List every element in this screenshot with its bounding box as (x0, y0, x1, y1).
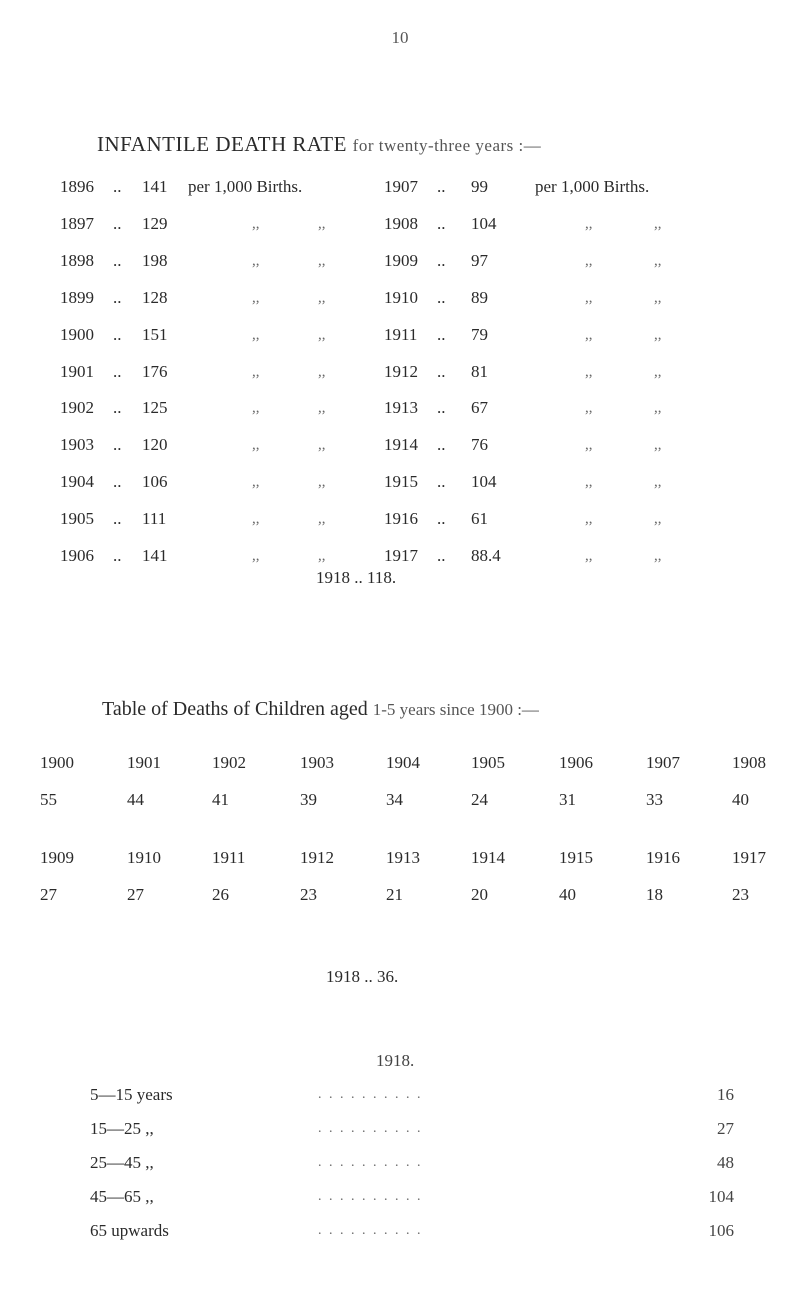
infant-year-left: 1904 (60, 472, 94, 491)
infant-rate-left: 129 (142, 214, 168, 233)
ditto-mark: ,, (585, 364, 593, 380)
children-deaths-cell: 26 (212, 885, 229, 904)
children-year-cell: 1900 (40, 753, 74, 772)
children-deaths-cell: 44 (127, 790, 144, 809)
leader-dots: .. (113, 546, 122, 565)
ditto-mark: ,, (252, 364, 260, 380)
leader-dots: .. (437, 325, 446, 344)
infant-rate-left: 151 (142, 325, 168, 344)
ditto-mark: ,, (585, 437, 593, 453)
ditto-mark: ,, (318, 216, 326, 232)
age-group-label: 15—25 ,, (90, 1119, 154, 1138)
ditto-mark: ,, (318, 400, 326, 416)
infant-year-left: 1897 (60, 214, 94, 233)
ditto-mark: ,, (585, 327, 593, 343)
children-deaths-cell: 23 (732, 885, 749, 904)
children-deaths-1918: 1918 .. 36. (326, 967, 399, 986)
age-group-label: 45—65 ,, (90, 1187, 154, 1206)
age-group-label: 5—15 years (90, 1085, 173, 1104)
children-deaths-cell: 31 (559, 790, 576, 809)
ditto-mark: ,, (252, 216, 260, 232)
infant-rate-right: 81 (471, 362, 488, 381)
infant-rate-left: 128 (142, 288, 168, 307)
infant-year-left: 1905 (60, 509, 94, 528)
leader-dots: .. (437, 251, 446, 270)
ditto-mark: ,, (318, 511, 326, 527)
ditto-mark: ,, (252, 511, 260, 527)
infant-rate-left: 111 (142, 509, 167, 528)
infant-rate-left: 141 (142, 546, 168, 565)
children-year-cell: 1905 (471, 753, 505, 772)
children-deaths-cell: 20 (471, 885, 488, 904)
leader-dots: .. (113, 177, 122, 196)
leader-dots: . . . . . . . . . . (318, 1189, 423, 1204)
children-deaths-cell: 40 (732, 790, 749, 809)
children-deaths-cell: 41 (212, 790, 229, 809)
ditto-mark: ,, (318, 548, 326, 564)
ditto-mark: ,, (654, 548, 662, 564)
infant-rate-right: 104 (471, 472, 497, 491)
infant-year-left: 1900 (60, 325, 94, 344)
infant-rate-right: 61 (471, 509, 488, 528)
leader-dots: .. (437, 472, 446, 491)
per-births-label-left: per 1,000 Births. (188, 177, 303, 196)
ditto-mark: ,, (585, 216, 593, 232)
ditto-mark: ,, (252, 290, 260, 306)
infant-rate-left: 141 (142, 177, 168, 196)
children-deaths-cell: 27 (127, 885, 144, 904)
children-deaths-cell: 23 (300, 885, 317, 904)
children-deaths-cell: 39 (300, 790, 317, 809)
infant-rate-1918: 1918 .. 118. (316, 568, 397, 587)
ditto-mark: ,, (318, 327, 326, 343)
ditto-mark: ,, (654, 437, 662, 453)
ditto-mark: ,, (654, 290, 662, 306)
infant-year-left: 1901 (60, 362, 94, 381)
children-year-cell: 1904 (386, 753, 420, 772)
ditto-mark: ,, (585, 400, 593, 416)
leader-dots: . . . . . . . . . . (318, 1121, 423, 1136)
infant-year-right: 1909 (384, 251, 418, 270)
infant-year-right: 1913 (384, 398, 418, 417)
children-deaths-cell: 27 (40, 885, 57, 904)
infant-year-right: 1907 (384, 177, 418, 196)
ditto-mark: ,, (654, 216, 662, 232)
infant-year-left: 1906 (60, 546, 94, 565)
children-year-cell: 1907 (646, 753, 680, 772)
age-group-label: 25—45 ,, (90, 1153, 154, 1172)
leader-dots: .. (113, 251, 122, 270)
infant-title-tail: for twenty-three years :— (352, 136, 542, 155)
children-year-cell: 1914 (471, 848, 505, 867)
children-year-cell: 1915 (559, 848, 593, 867)
ditto-mark: ,, (318, 290, 326, 306)
infant-rate-right: 79 (471, 325, 488, 344)
leader-dots: .. (113, 288, 122, 307)
infant-year-right: 1914 (384, 435, 418, 454)
ditto-mark: ,, (252, 548, 260, 564)
children-year-cell: 1917 (732, 848, 766, 867)
leader-dots: .. (113, 362, 122, 381)
age-group-label: 65 upwards (90, 1221, 169, 1240)
children-year-cell: 1910 (127, 848, 161, 867)
infant-year-right: 1917 (384, 546, 418, 565)
age-group-deaths: 48 (717, 1153, 734, 1172)
infant-rate-right: 104 (471, 214, 497, 233)
children-deaths-cell: 24 (471, 790, 488, 809)
leader-dots: .. (437, 177, 446, 196)
infant-year-right: 1910 (384, 288, 418, 307)
children-year-cell: 1908 (732, 753, 766, 772)
ditto-mark: ,, (252, 327, 260, 343)
ditto-mark: ,, (585, 548, 593, 564)
infant-year-left: 1898 (60, 251, 94, 270)
ditto-mark: ,, (252, 437, 260, 453)
infant-year-right: 1911 (384, 325, 418, 344)
age-table-heading: 1918. (376, 1051, 415, 1070)
ditto-mark: ,, (654, 253, 662, 269)
children-year-cell: 1906 (559, 753, 593, 772)
leader-dots: .. (437, 214, 446, 233)
per-births-label-right: per 1,000 Births. (535, 177, 650, 196)
age-group-deaths: 27 (717, 1119, 734, 1138)
ditto-mark: ,, (318, 253, 326, 269)
infant-year-right: 1908 (384, 214, 418, 233)
children-title-tail: 1-5 years since 1900 :— (372, 700, 539, 719)
ditto-mark: ,, (252, 400, 260, 416)
leader-dots: .. (437, 509, 446, 528)
children-year-cell: 1902 (212, 753, 246, 772)
ditto-mark: ,, (252, 253, 260, 269)
children-year-cell: 1916 (646, 848, 680, 867)
children-year-cell: 1903 (300, 753, 334, 772)
ditto-mark: ,, (252, 474, 260, 490)
infant-year-left: 1896 (60, 177, 94, 196)
page-number: 10 (391, 28, 409, 47)
infant-rate-left: 176 (142, 362, 168, 381)
leader-dots: . . . . . . . . . . (318, 1223, 423, 1238)
ditto-mark: ,, (585, 511, 593, 527)
age-group-deaths: 16 (717, 1085, 734, 1104)
leader-dots: .. (113, 472, 122, 491)
ditto-mark: ,, (318, 364, 326, 380)
infant-year-left: 1902 (60, 398, 94, 417)
ditto-mark: ,, (654, 327, 662, 343)
leader-dots: .. (437, 362, 446, 381)
children-title-main: Table of Deaths of Children aged (102, 698, 368, 720)
children-deaths-title (102, 698, 539, 721)
ditto-mark: ,, (585, 253, 593, 269)
infant-title-main: INFANTILE DEATH RATE (97, 132, 347, 156)
children-deaths-cell: 34 (386, 790, 403, 809)
children-deaths-cell: 55 (40, 790, 57, 809)
children-deaths-cell: 18 (646, 885, 663, 904)
infant-rate-right: 88.4 (471, 546, 501, 565)
infant-rate-right: 76 (471, 435, 488, 454)
children-year-cell: 1911 (212, 848, 246, 867)
infant-rate-left: 125 (142, 398, 168, 417)
infant-year-right: 1912 (384, 362, 418, 381)
leader-dots: . . . . . . . . . . (318, 1087, 423, 1102)
infant-rate-right: 97 (471, 251, 488, 270)
infant-rate-left: 198 (142, 251, 168, 270)
children-year-cell: 1913 (386, 848, 420, 867)
ditto-mark: ,, (585, 474, 593, 490)
infant-rate-right: 67 (471, 398, 488, 417)
ditto-mark: ,, (318, 437, 326, 453)
infant-rate-left: 120 (142, 435, 168, 454)
infant-year-right: 1916 (384, 509, 418, 528)
infant-rate-right: 89 (471, 288, 488, 307)
infant-year-left: 1903 (60, 435, 94, 454)
ditto-mark: ,, (654, 400, 662, 416)
ditto-mark: ,, (654, 511, 662, 527)
children-year-cell: 1912 (300, 848, 334, 867)
ditto-mark: ,, (318, 474, 326, 490)
ditto-mark: ,, (654, 474, 662, 490)
leader-dots: .. (113, 398, 122, 417)
ditto-mark: ,, (654, 364, 662, 380)
leader-dots: .. (113, 509, 122, 528)
children-deaths-cell: 33 (646, 790, 663, 809)
age-group-deaths: 106 (708, 1221, 734, 1240)
leader-dots: . . . . . . . . . . (318, 1155, 423, 1170)
leader-dots: .. (437, 546, 446, 565)
leader-dots: .. (113, 435, 122, 454)
leader-dots: .. (437, 288, 446, 307)
infant-year-right: 1915 (384, 472, 418, 491)
children-deaths-cell: 40 (559, 885, 576, 904)
age-group-deaths: 104 (708, 1187, 734, 1206)
leader-dots: .. (113, 325, 122, 344)
infant-rate-left: 106 (142, 472, 168, 491)
children-deaths-cell: 21 (386, 885, 403, 904)
leader-dots: .. (437, 398, 446, 417)
infant-death-rate-title (97, 132, 541, 157)
leader-dots: .. (437, 435, 446, 454)
infant-year-left: 1899 (60, 288, 94, 307)
children-year-cell: 1901 (127, 753, 161, 772)
infant-rate-right: 99 (471, 177, 488, 196)
children-year-cell: 1909 (40, 848, 74, 867)
leader-dots: .. (113, 214, 122, 233)
ditto-mark: ,, (585, 290, 593, 306)
